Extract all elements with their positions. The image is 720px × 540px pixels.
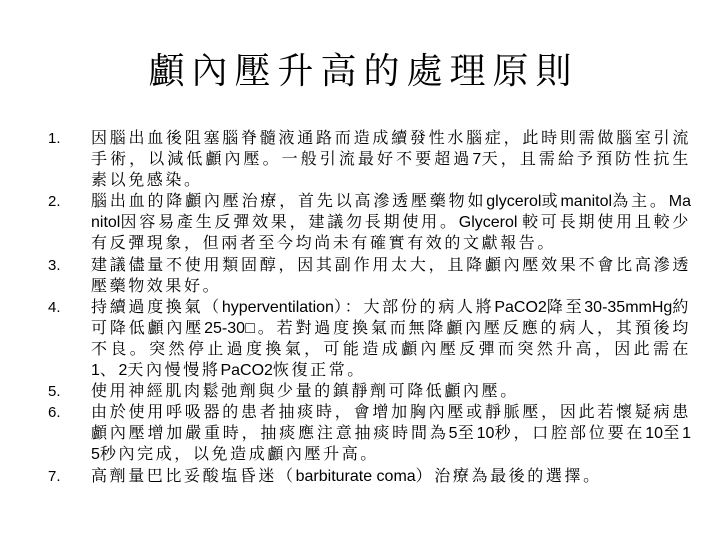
latin-text-run: 7: [472, 151, 482, 169]
slide-title: 顱內壓升高的處理原則: [148, 51, 579, 92]
latin-text-run: 25-30: [204, 319, 246, 337]
list-item: [48, 466, 691, 487]
list-item-text: 由於使用呼吸器的患者抽痰時，會增加胸內壓或靜脈壓，因此若懷疑病患顱內壓增加嚴重時，抽痰應注意抽痰時間為5至10秒，口腔部位要在10至15秒內完成，以免造成顱內壓升高。: [91, 404, 692, 464]
list-item-number: 3.: [48, 256, 61, 274]
list-item-number: 5.: [48, 383, 61, 401]
latin-text-run: 10: [645, 425, 664, 443]
latin-text-run: 30-35mmHg: [584, 298, 673, 316]
list-item-text: 腦出血的降顱內壓治療，首先以高滲透壓藥物如glycerol或manitol為主。Manitol因容易產生反彈效果，建議勿長期使用。Glycerol 較可長期使用且較少有反彈現象，但兩者至今均尚未有確實有效的文獻報告。: [91, 193, 692, 253]
list-item-text: 持續過度換氣（hyperventilation）：大部份的病人將PaCO2降至30-35mmHg約可降低顱內壓25-30□。若對過度換氣而無降顱內壓反應的病人，其預後均不良。突然停止過度換氣，可能造成顱內壓反彈而突然升高，因此需在1、2天內慢慢將PaCO2恢復正常。: [91, 298, 692, 380]
latin-text-run: 2: [118, 362, 128, 380]
latin-text-run: 10: [476, 425, 495, 443]
latin-text-run: hyperventilation: [221, 298, 334, 316]
list-item: [48, 191, 691, 254]
latin-text-run: PaCO2: [220, 362, 273, 380]
latin-text-run: barbiturate coma: [295, 467, 416, 485]
latin-text-run: Manitol: [91, 193, 691, 232]
list-item-text: 高劑量巴比妥酸塩昏迷（barbiturate coma）治療為最後的選擇。: [91, 467, 602, 485]
latin-text-run: PaCO2: [494, 298, 547, 316]
list-item: [48, 402, 691, 465]
list-item: [48, 128, 691, 191]
list-item: [48, 255, 691, 297]
latin-text-run: glycerol: [486, 193, 542, 211]
list-item-number: 1.: [48, 130, 61, 147]
list-item-number: 6.: [48, 404, 61, 422]
latin-text-run: 15: [91, 425, 692, 464]
list-item-number: 7.: [48, 467, 61, 485]
latin-text-run: 1: [91, 362, 100, 380]
latin-text-run: manitol: [560, 193, 613, 211]
list-item-text: 建議儘量不使用類固醇，因其副作用太大，且降顱內壓效果不會比高滲透壓藥物效果好。: [91, 256, 691, 295]
list-item: [48, 297, 691, 381]
list-item-text: 因腦出血後阻塞腦脊髓液通路而造成續發性水腦症，此時則需做腦室引流手術，以減低顱內壓。一般引流最好不要超過7天，且需給予預防性抗生素以免感染。: [91, 130, 691, 190]
principle-list: [48, 128, 691, 487]
latin-text-run: 5: [448, 425, 458, 443]
list-item: [48, 381, 691, 402]
latin-text-run: Glycerol: [458, 214, 523, 232]
list-item-number: 2.: [48, 193, 61, 211]
list-item-text: 使用神經肌肉鬆弛劑與少量的鎮靜劑可降低顱內壓。: [91, 383, 519, 401]
list-item-number: 4.: [48, 298, 61, 316]
